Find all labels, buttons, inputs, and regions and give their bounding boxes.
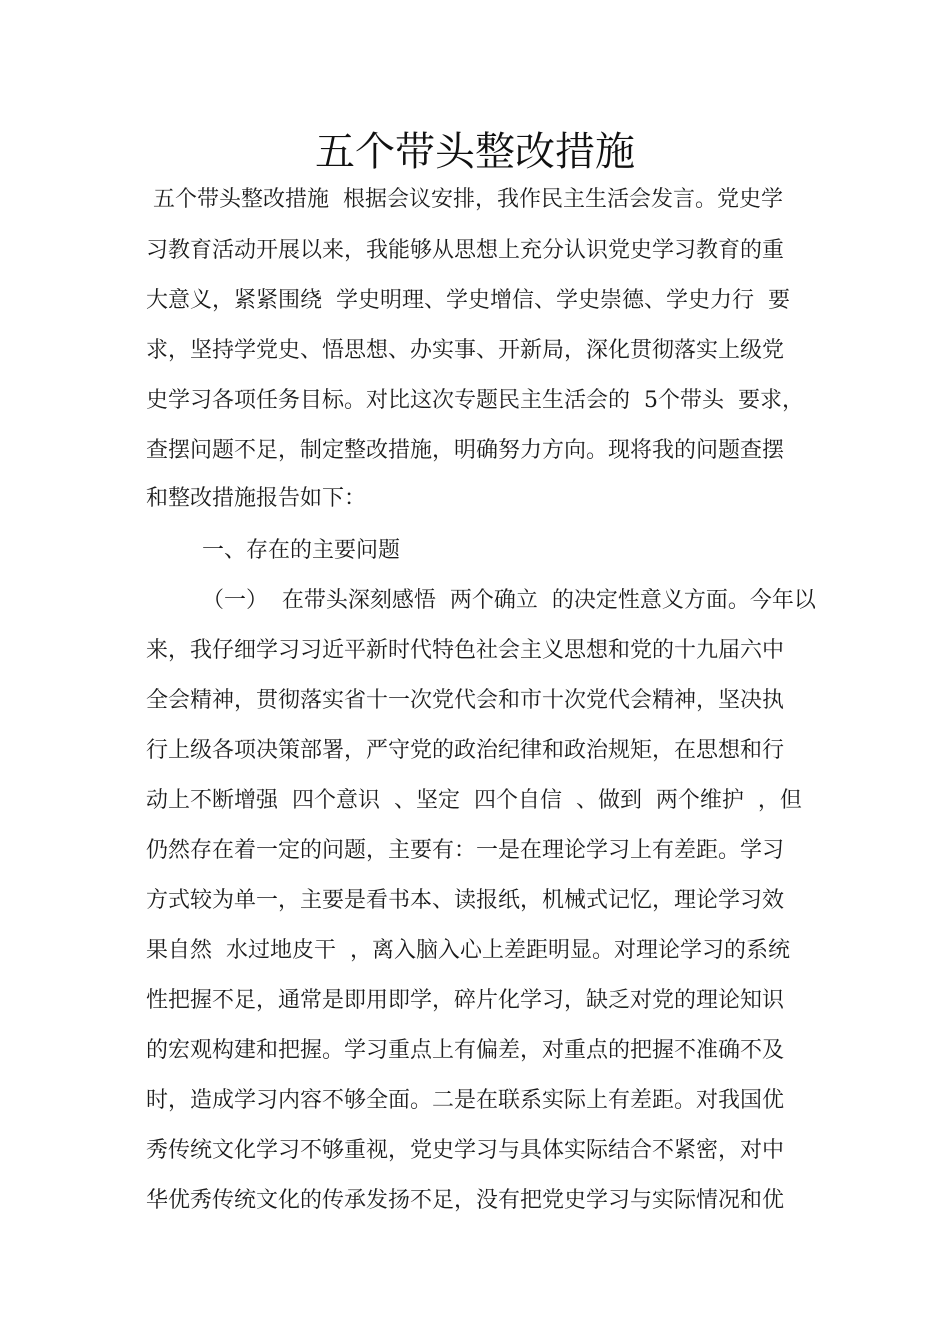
body-line: 五个带头整改措施 根据会议安排，我作民主生活会发言。党史学 <box>146 187 783 212</box>
body-line: 仍然存在着一定的问题，主要有：一是在理论学习上有差距。学习 <box>146 838 785 863</box>
body-line: 全会精神，贯彻落实省十一次党代会和市十次党代会精神，坚决执 <box>146 688 785 713</box>
body-line: 查摆问题不足，制定整改措施，明确努力方向。现将我的问题查摆 <box>146 438 785 463</box>
body-line: 大意义，紧紧围绕 学史明理、学史增信、学史崇德、学史力行 要 <box>146 288 790 313</box>
body-line: 和整改措施报告如下： <box>146 486 367 511</box>
body-line: 的宏观构建和把握。学习重点上有偏差，对重点的把握不准确不及 <box>146 1038 785 1063</box>
body-line: 时，造成学习内容不够全面。二是在联系实际上有差距。对我国优 <box>146 1088 785 1113</box>
body-line: 史学习各项任务目标。对比这次专题民主生活会的 5个带头 要求， <box>146 388 804 413</box>
body-line: 果自然 水过地皮干 ，离入脑入心上差距明显。对理论学习的系统 <box>146 938 790 963</box>
body-line: 性把握不足，通常是即用即学，碎片化学习，缺乏对党的理论知识 <box>146 988 785 1013</box>
body-line: 来，我仔细学习习近平新时代特色社会主义思想和党的十九届六中 <box>146 638 785 663</box>
body-line: 秀传统文化学习不够重视，党史学习与具体实际结合不紧密，对中 <box>146 1138 785 1163</box>
body-line: 华优秀传统文化的传承发扬不足，没有把党史学习与实际情况和优 <box>146 1188 785 1213</box>
body-line: 动上不断增强 四个意识 、坚定 四个自信 、做到 两个维护 ，但 <box>146 788 802 813</box>
document-title: 五个带头整改措施 <box>315 129 635 175</box>
body-line: 习教育活动开展以来，我能够从思想上充分认识党史学习教育的重 <box>146 238 785 263</box>
body-line: （一） 在带头深刻感悟 两个确立 的决定性意义方面。今年以 <box>146 588 816 613</box>
section-heading: 一、存在的主要问题 <box>146 538 400 563</box>
body-line: 求，坚持学党史、悟思想、办实事、开新局，深化贯彻落实上级党 <box>146 338 785 363</box>
body-line: 行上级各项决策部署，严守党的政治纪律和政治规矩，在思想和行 <box>146 738 785 763</box>
body-line: 方式较为单一，主要是看书本、读报纸，机械式记忆，理论学习效 <box>146 888 785 913</box>
